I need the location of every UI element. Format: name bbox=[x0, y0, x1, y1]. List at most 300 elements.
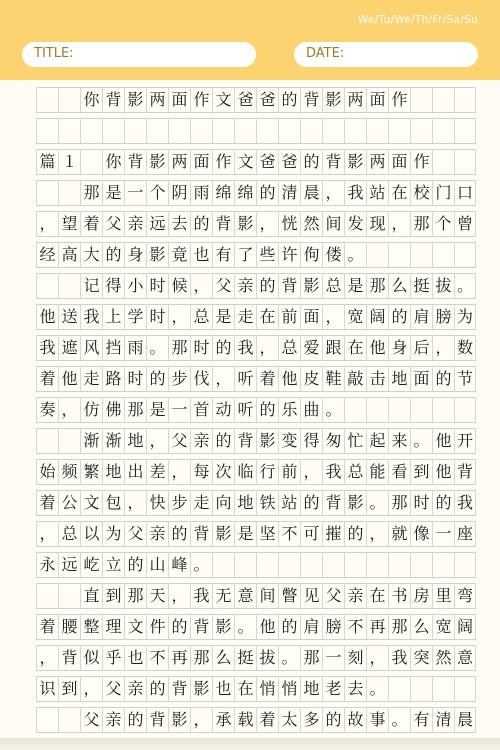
grid-cell: 房 bbox=[410, 583, 432, 609]
grid-cell: 后 bbox=[410, 335, 432, 361]
grid-cell: 总 bbox=[344, 459, 366, 485]
grid-cell: 事 bbox=[366, 707, 388, 733]
grid-cell: 背 bbox=[322, 490, 344, 516]
grid-cell: 。 bbox=[322, 397, 344, 423]
grid-cell: 膀 bbox=[322, 614, 344, 640]
grid-cell: 屹 bbox=[80, 552, 102, 578]
grid-cell: 雨 bbox=[124, 335, 146, 361]
grid-cell bbox=[256, 552, 278, 578]
grid-cell: 的 bbox=[432, 490, 454, 516]
grid-cell: 竟 bbox=[168, 242, 190, 268]
grid-cell: 绵 bbox=[234, 180, 256, 206]
grid-cell: 候 bbox=[168, 273, 190, 299]
grid-cell bbox=[432, 397, 454, 423]
grid-cell: 站 bbox=[278, 490, 300, 516]
grid-cell bbox=[146, 118, 168, 144]
grid-cell: 地 bbox=[124, 428, 146, 454]
grid-cell: 行 bbox=[256, 459, 278, 485]
grid-cell: 挡 bbox=[102, 335, 124, 361]
grid-cell: 山 bbox=[146, 552, 168, 578]
grid-cell: 那 bbox=[366, 273, 388, 299]
grid-cell: 前 bbox=[278, 459, 300, 485]
grid-cell: 影 bbox=[190, 676, 212, 702]
grid-cell: 理 bbox=[102, 614, 124, 640]
grid-cell: 包 bbox=[102, 490, 124, 516]
grid-cell bbox=[80, 118, 102, 144]
grid-row bbox=[36, 614, 476, 640]
grid-cell: 他 bbox=[366, 335, 388, 361]
date-field[interactable] bbox=[294, 42, 478, 67]
grid-row bbox=[36, 335, 476, 361]
grid-cell: 挺 bbox=[410, 273, 432, 299]
grid-cell bbox=[322, 118, 344, 144]
grid-cell: 立 bbox=[102, 552, 124, 578]
grid-cell: 起 bbox=[366, 428, 388, 454]
grid-cell: 背 bbox=[234, 428, 256, 454]
grid-cell: 亲 bbox=[146, 521, 168, 547]
grid-cell: 的 bbox=[102, 242, 124, 268]
grid-cell: 公 bbox=[58, 490, 80, 516]
grid-cell: 一 bbox=[322, 645, 344, 671]
grid-cell: 两 bbox=[344, 87, 366, 113]
grid-cell: 你 bbox=[102, 149, 124, 175]
grid-cell: 向 bbox=[212, 490, 234, 516]
grid-cell bbox=[454, 242, 476, 268]
grid-cell: 鞋 bbox=[322, 366, 344, 392]
grid-cell bbox=[454, 87, 476, 113]
grid-cell: 乎 bbox=[102, 645, 124, 671]
grid-cell: 的 bbox=[168, 614, 190, 640]
grid-cell: 。 bbox=[366, 676, 388, 702]
grid-cell bbox=[432, 676, 454, 702]
grid-cell: 着 bbox=[80, 211, 102, 237]
grid-cell: 时 bbox=[124, 366, 146, 392]
grid-cell: 亲 bbox=[344, 583, 366, 609]
grid-cell bbox=[410, 118, 432, 144]
grid-cell: 我 bbox=[190, 583, 212, 609]
grid-cell bbox=[212, 552, 234, 578]
grid-row bbox=[36, 645, 476, 671]
grid-cell: 父 bbox=[212, 273, 234, 299]
grid-cell: 亲 bbox=[124, 211, 146, 237]
grid-cell: 敲 bbox=[344, 366, 366, 392]
grid-row bbox=[36, 490, 476, 516]
grid-cell: 宽 bbox=[344, 304, 366, 330]
grid-cell: 上 bbox=[102, 304, 124, 330]
grid-cell: ， bbox=[146, 428, 168, 454]
grid-cell: 一 bbox=[124, 180, 146, 206]
grid-cell: 佛 bbox=[102, 397, 124, 423]
grid-cell: 的 bbox=[146, 676, 168, 702]
grid-cell: 的 bbox=[432, 366, 454, 392]
grid-cell: 口 bbox=[454, 180, 476, 206]
grid-cell: 时 bbox=[190, 335, 212, 361]
grid-cell: 。 bbox=[410, 428, 432, 454]
grid-cell: 间 bbox=[256, 583, 278, 609]
grid-cell: 挺 bbox=[234, 645, 256, 671]
grid-cell: 清 bbox=[278, 180, 300, 206]
grid-cell: 在 bbox=[344, 335, 366, 361]
grid-cell: 面 bbox=[410, 366, 432, 392]
grid-cell: 背 bbox=[190, 521, 212, 547]
grid-cell bbox=[432, 149, 454, 175]
grid-cell: 的 bbox=[168, 521, 190, 547]
grid-cell: 铁 bbox=[256, 490, 278, 516]
grid-cell: 差 bbox=[146, 459, 168, 485]
grid-cell: 面 bbox=[388, 149, 410, 175]
grid-cell: 再 bbox=[366, 614, 388, 640]
grid-cell bbox=[388, 676, 410, 702]
grid-cell bbox=[366, 242, 388, 268]
grid-cell: 晨 bbox=[454, 707, 476, 733]
grid-cell: 意 bbox=[454, 645, 476, 671]
grid-cell: 望 bbox=[58, 211, 80, 237]
grid-cell: 面 bbox=[300, 304, 322, 330]
grid-cell: １ bbox=[58, 149, 80, 175]
grid-cell: 似 bbox=[80, 645, 102, 671]
grid-cell: 他 bbox=[256, 614, 278, 640]
grid-cell: 的 bbox=[146, 366, 168, 392]
grid-cell bbox=[58, 118, 80, 144]
grid-cell: 我 bbox=[454, 490, 476, 516]
grid-cell: 摧 bbox=[322, 521, 344, 547]
grid-cell: 雨 bbox=[190, 180, 212, 206]
grid-cell: 作 bbox=[410, 149, 432, 175]
grid-cell: 他 bbox=[58, 366, 80, 392]
grid-cell: 父 bbox=[102, 676, 124, 702]
grid-cell: 影 bbox=[256, 428, 278, 454]
grid-cell: 父 bbox=[124, 521, 146, 547]
grid-cell: 父 bbox=[168, 428, 190, 454]
grid-cell bbox=[388, 118, 410, 144]
grid-cell: 记 bbox=[80, 273, 102, 299]
grid-cell: 匆 bbox=[322, 428, 344, 454]
grid-cell: 父 bbox=[102, 211, 124, 237]
grid-cell: 悄 bbox=[256, 676, 278, 702]
grid-cell: 渐 bbox=[102, 428, 124, 454]
grid-cell: 么 bbox=[410, 614, 432, 640]
grid-cell: 个 bbox=[432, 211, 454, 237]
grid-row bbox=[36, 273, 476, 299]
grid-cell: 父 bbox=[80, 707, 102, 733]
grid-cell bbox=[58, 180, 80, 206]
grid-cell: 地 bbox=[102, 459, 124, 485]
grid-cell: 遮 bbox=[58, 335, 80, 361]
grid-row bbox=[36, 707, 476, 733]
grid-cell: 那 bbox=[388, 614, 410, 640]
grid-cell: 身 bbox=[388, 335, 410, 361]
grid-row bbox=[36, 211, 476, 237]
grid-row bbox=[36, 149, 476, 175]
grid-cell: 的 bbox=[256, 397, 278, 423]
grid-cell: 走 bbox=[80, 366, 102, 392]
grid-cell: 动 bbox=[212, 397, 234, 423]
grid-cell: 背 bbox=[102, 87, 124, 113]
grid-cell: 阔 bbox=[454, 614, 476, 640]
grid-cell: 门 bbox=[432, 180, 454, 206]
grid-cell: 首 bbox=[190, 397, 212, 423]
grid-cell bbox=[102, 118, 124, 144]
grid-cell: 许 bbox=[278, 242, 300, 268]
grid-cell: 意 bbox=[234, 583, 256, 609]
grid-cell: 听 bbox=[234, 397, 256, 423]
grid-cell: 来 bbox=[388, 428, 410, 454]
grid-cell: 识 bbox=[36, 676, 58, 702]
grid-cell: 皮 bbox=[300, 366, 322, 392]
grid-cell: 影 bbox=[146, 149, 168, 175]
grid-cell: 天 bbox=[146, 583, 168, 609]
grid-cell: 曲 bbox=[300, 397, 322, 423]
grid-cell bbox=[36, 87, 58, 113]
grid-cell: 地 bbox=[300, 676, 322, 702]
grid-cell: 我 bbox=[344, 180, 366, 206]
grid-cell: 着 bbox=[36, 490, 58, 516]
grid-cell bbox=[454, 397, 476, 423]
grid-cell: 面 bbox=[190, 149, 212, 175]
grid-cell: 故 bbox=[344, 707, 366, 733]
grid-cell bbox=[432, 242, 454, 268]
grid-cell: 就 bbox=[388, 521, 410, 547]
grid-cell: 前 bbox=[278, 304, 300, 330]
grid-cell: 校 bbox=[410, 180, 432, 206]
grid-cell: 的 bbox=[190, 211, 212, 237]
grid-cell: 听 bbox=[234, 366, 256, 392]
grid-cell: 作 bbox=[190, 87, 212, 113]
grid-cell: 影 bbox=[168, 707, 190, 733]
grid-row bbox=[36, 552, 476, 578]
grid-cell: 清 bbox=[432, 707, 454, 733]
grid-cell: 能 bbox=[366, 459, 388, 485]
grid-cell: ， bbox=[36, 211, 58, 237]
grid-cell: 远 bbox=[146, 211, 168, 237]
grid-cell bbox=[234, 118, 256, 144]
grid-cell: 地 bbox=[234, 490, 256, 516]
grid-cell: 了 bbox=[234, 242, 256, 268]
grid-cell: 他 bbox=[36, 304, 58, 330]
grid-cell: 次 bbox=[212, 459, 234, 485]
grid-cell: 背 bbox=[58, 645, 80, 671]
grid-cell: 拔 bbox=[256, 645, 278, 671]
grid-cell: 那 bbox=[190, 645, 212, 671]
grid-cell: 座 bbox=[454, 521, 476, 547]
grid-cell: 像 bbox=[410, 521, 432, 547]
grid-cell bbox=[212, 118, 234, 144]
grid-cell: 背 bbox=[278, 273, 300, 299]
grid-cell: 背 bbox=[454, 459, 476, 485]
grid-cell: 那 bbox=[168, 335, 190, 361]
grid-cell: 数 bbox=[454, 335, 476, 361]
grid-cell: 再 bbox=[168, 645, 190, 671]
grid-cell: 渐 bbox=[80, 428, 102, 454]
grid-cell: 承 bbox=[212, 707, 234, 733]
grid-row bbox=[36, 459, 476, 485]
grid-cell: 悄 bbox=[278, 676, 300, 702]
grid-row bbox=[36, 428, 476, 454]
grid-cell: 在 bbox=[256, 304, 278, 330]
grid-cell: ， bbox=[322, 304, 344, 330]
grid-cell: 么 bbox=[212, 645, 234, 671]
grid-cell: 爸 bbox=[256, 149, 278, 175]
grid-cell: 弯 bbox=[454, 583, 476, 609]
grid-cell bbox=[454, 552, 476, 578]
grid-cell: ， bbox=[256, 335, 278, 361]
grid-cell: 宽 bbox=[432, 614, 454, 640]
grid-cell: 亲 bbox=[190, 428, 212, 454]
grid-cell bbox=[410, 552, 432, 578]
grid-cell: ， bbox=[58, 397, 80, 423]
grid-cell: 肩 bbox=[410, 304, 432, 330]
grid-cell: 么 bbox=[388, 273, 410, 299]
grid-cell: 每 bbox=[190, 459, 212, 485]
grid-cell bbox=[432, 552, 454, 578]
grid-cell: 的 bbox=[124, 707, 146, 733]
grid-cell: 也 bbox=[212, 676, 234, 702]
grid-cell: 。 bbox=[366, 490, 388, 516]
grid-cell: 。 bbox=[388, 707, 410, 733]
grid-cell: ， bbox=[168, 304, 190, 330]
grid-cell: 件 bbox=[146, 614, 168, 640]
grid-cell: 时 bbox=[410, 490, 432, 516]
grid-cell bbox=[388, 552, 410, 578]
grid-cell: 到 bbox=[102, 583, 124, 609]
grid-cell: 。 bbox=[234, 614, 256, 640]
grid-cell: 的 bbox=[300, 490, 322, 516]
grid-cell: 。 bbox=[454, 273, 476, 299]
grid-cell bbox=[344, 118, 366, 144]
grid-cell: 些 bbox=[256, 242, 278, 268]
grid-cell bbox=[454, 676, 476, 702]
grid-cell: 那 bbox=[300, 645, 322, 671]
grid-cell bbox=[36, 118, 58, 144]
title-field[interactable] bbox=[22, 42, 256, 67]
grid-cell: 的 bbox=[322, 707, 344, 733]
grid-cell: 直 bbox=[80, 583, 102, 609]
grid-cell: ， bbox=[124, 490, 146, 516]
grid-cell: 始 bbox=[36, 459, 58, 485]
grid-cell: 跟 bbox=[322, 335, 344, 361]
grid-cell: 的 bbox=[344, 521, 366, 547]
grid-cell: 繁 bbox=[80, 459, 102, 485]
grid-cell: 多 bbox=[300, 707, 322, 733]
grid-cell: ， bbox=[322, 180, 344, 206]
grid-cell: 奏 bbox=[36, 397, 58, 423]
grid-cell: 拔 bbox=[432, 273, 454, 299]
grid-cell: 有 bbox=[212, 242, 234, 268]
grid-cell: 去 bbox=[344, 676, 366, 702]
grid-cell bbox=[454, 149, 476, 175]
grid-cell bbox=[388, 397, 410, 423]
grid-cell: 我 bbox=[36, 335, 58, 361]
grid-cell: 。 bbox=[344, 242, 366, 268]
grid-cell: 为 bbox=[102, 521, 124, 547]
grid-row bbox=[36, 397, 476, 423]
grid-cell: 那 bbox=[388, 490, 410, 516]
grid-cell: 小 bbox=[124, 273, 146, 299]
grid-cell: 那 bbox=[124, 583, 146, 609]
grid-cell: ， bbox=[256, 211, 278, 237]
grid-cell: 文 bbox=[212, 87, 234, 113]
grid-cell: 开 bbox=[454, 428, 476, 454]
grid-cell: 看 bbox=[388, 459, 410, 485]
page-header bbox=[0, 0, 500, 80]
grid-cell: 背 bbox=[190, 614, 212, 640]
grid-cell bbox=[388, 242, 410, 268]
grid-cell: 。 bbox=[278, 645, 300, 671]
grid-cell: 是 bbox=[146, 397, 168, 423]
grid-cell: 总 bbox=[190, 304, 212, 330]
grid-cell: 爸 bbox=[278, 149, 300, 175]
grid-cell: 爱 bbox=[300, 335, 322, 361]
grid-cell: 曾 bbox=[454, 211, 476, 237]
grid-cell: 那 bbox=[410, 211, 432, 237]
grid-cell: 父 bbox=[322, 583, 344, 609]
grid-cell: 刻 bbox=[344, 645, 366, 671]
grid-cell: ， bbox=[168, 459, 190, 485]
grid-row bbox=[36, 118, 476, 144]
grid-row bbox=[36, 180, 476, 206]
grid-cell: 两 bbox=[146, 87, 168, 113]
grid-cell: 亲 bbox=[124, 676, 146, 702]
grid-cell: 作 bbox=[212, 149, 234, 175]
grid-cell bbox=[366, 552, 388, 578]
grid-cell bbox=[344, 552, 366, 578]
grid-cell: 得 bbox=[102, 273, 124, 299]
grid-cell bbox=[256, 118, 278, 144]
grid-cell: 总 bbox=[322, 273, 344, 299]
grid-cell: 送 bbox=[58, 304, 80, 330]
grid-cell: 现 bbox=[366, 211, 388, 237]
grid-cell: 不 bbox=[344, 614, 366, 640]
grid-cell: 老 bbox=[322, 676, 344, 702]
grid-cell: 的 bbox=[256, 273, 278, 299]
grid-cell: 面 bbox=[366, 87, 388, 113]
grid-cell: ， bbox=[432, 335, 454, 361]
grid-cell: 风 bbox=[80, 335, 102, 361]
date-label: DATE: bbox=[306, 46, 345, 61]
grid-cell: 着 bbox=[36, 614, 58, 640]
grid-cell: 有 bbox=[410, 707, 432, 733]
grid-cell: 出 bbox=[124, 459, 146, 485]
grid-cell: 是 bbox=[102, 180, 124, 206]
grid-cell bbox=[36, 583, 58, 609]
grid-cell: 大 bbox=[80, 242, 102, 268]
grid-cell: 背 bbox=[124, 149, 146, 175]
grid-cell: 我 bbox=[388, 645, 410, 671]
grid-cell: 背 bbox=[322, 149, 344, 175]
grid-cell: 我 bbox=[234, 335, 256, 361]
grid-cell: 影 bbox=[212, 614, 234, 640]
grid-cell bbox=[454, 118, 476, 144]
grid-cell: 频 bbox=[58, 459, 80, 485]
grid-cell: 在 bbox=[366, 583, 388, 609]
grid-cell bbox=[124, 118, 146, 144]
grid-cell: 里 bbox=[432, 583, 454, 609]
grid-cell: 一 bbox=[168, 397, 190, 423]
grid-row bbox=[36, 583, 476, 609]
grid-cell: 影 bbox=[234, 211, 256, 237]
grid-cell: 坚 bbox=[256, 521, 278, 547]
grid-cell: 瞥 bbox=[278, 583, 300, 609]
grid-cell: ， bbox=[366, 645, 388, 671]
grid-cell: 乐 bbox=[278, 397, 300, 423]
grid-cell bbox=[36, 273, 58, 299]
grid-cell: 不 bbox=[278, 521, 300, 547]
grid-cell: 作 bbox=[388, 87, 410, 113]
grid-cell: 仿 bbox=[80, 397, 102, 423]
grid-cell: 的 bbox=[278, 614, 300, 640]
grid-cell bbox=[278, 118, 300, 144]
grid-cell bbox=[410, 397, 432, 423]
